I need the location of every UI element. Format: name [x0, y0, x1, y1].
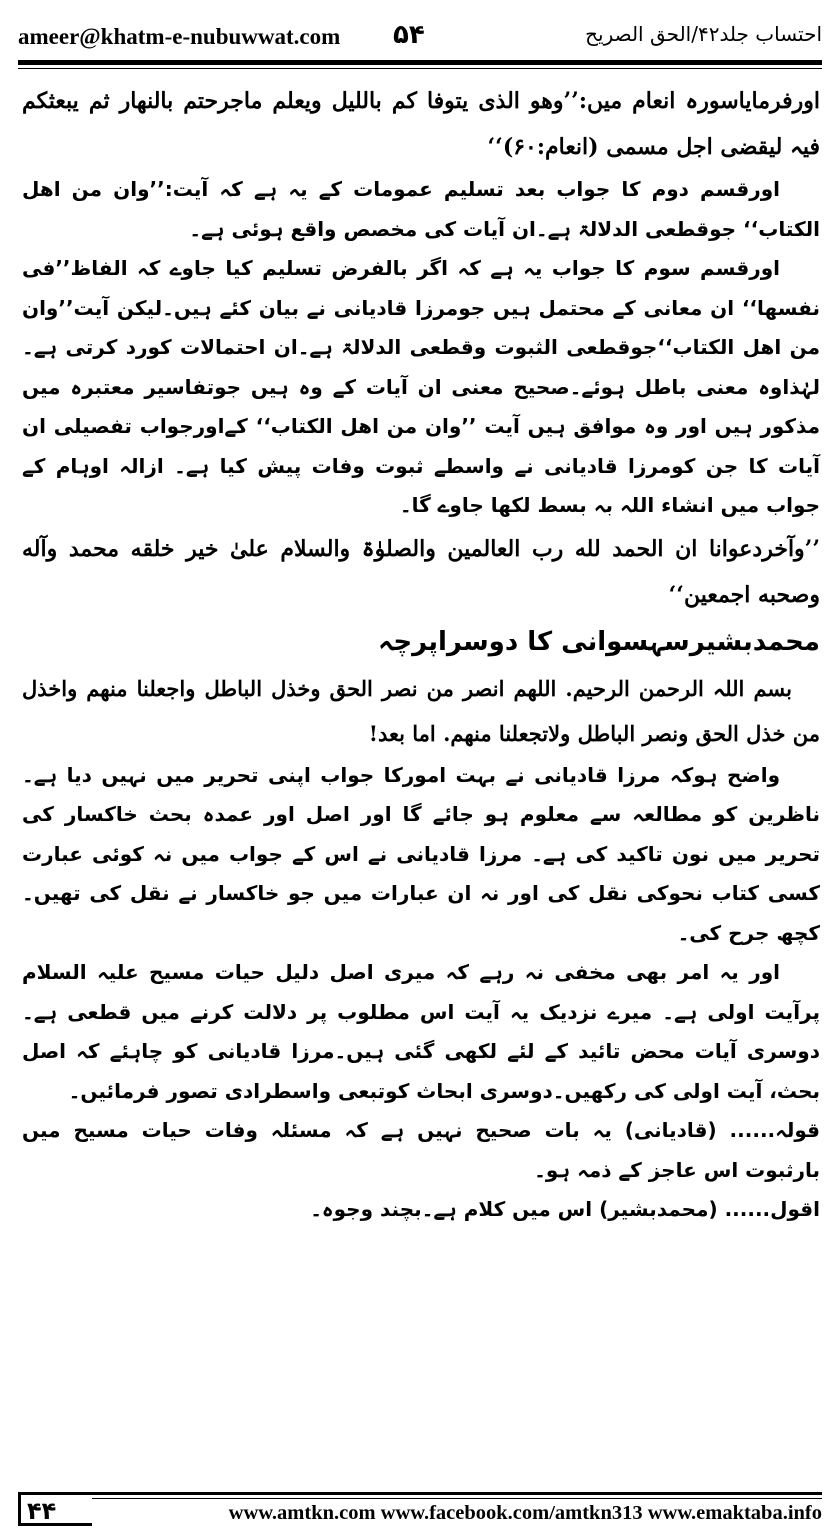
page-footer [18, 1492, 822, 1532]
footer-rule-thin [92, 1498, 822, 1499]
paragraph-clarification: واضح ہوکہ مرزا قادیانی نے بہت امورکا جواب اپنی تحریر میں نہیں دیا ہے۔ناظرین کو مطالعہ سے معلوم ہو جائے گا اور اصل اور عمدہ بحث خاکسار کی تحریر میں نون تاکید کی ہے۔ مرزا قادیانی نے اس کے جواب میں نہ کوئی عبارت کسی کتاب نحوکی نقل کی اور نہ ان عبارات میں جو خاکسار نے نقل کی تھیں۔کچھ جرح کی۔ [22, 762, 820, 945]
header-rule [18, 60, 822, 65]
paragraph-qaulahu: قولہ...... (قادیانی) یہ بات صحیح نہیں ہے کہ مسئلہ وفات حیات مسیح میں بارثبوت اس عاجز کے ذمہ ہو۔ [22, 1118, 820, 1182]
page-body [22, 78, 820, 1478]
paragraph-second-type-answer: اورقسم دوم کا جواب بعد تسلیم عمومات کے یہ ہے کہ آیت:’’وان من اھل الکتاب‘‘ جوقطعی الدلالۃ ہے۔ان آیات کی مخصص واقع ہوئی ہے۔ [22, 177, 820, 241]
paragraph-aqulu: اقول...... (محمدبشیر) اس میں کلام ہے۔بچند وجوہ۔ [310, 1197, 820, 1221]
paragraph-surah-anam: اورفرمایاسورہ انعام میں:’’وھو الذی یتوفا کم باللیل ویعلم ماجرحتم بالنھار ثم یبعثکم فیہ لیقضی اجل مسمی (انعام:۶۰)‘‘ [22, 88, 820, 160]
header-rule-thin [18, 68, 822, 69]
footer-links: www.amtkn.com www.facebook.com/amtkn313 www.emaktaba.info [228, 1502, 822, 1524]
header-page-number: ۵۴ [393, 20, 425, 50]
section-heading: محمدبشیرسہسوانی کا دوسراپرچہ [378, 626, 820, 657]
footer-rule [92, 1492, 822, 1495]
paragraph-third-type-answer: اورقسم سوم کا جواب یہ ہے کہ اگر بالفرض تسلیم کیا جاوے کہ الفاظ’’فی نفسھا‘‘ ان معانی کے محتمل ہیں جومرزا قادیانی نے بیان کئے ہیں۔لیکن آیت’’وان من اھل الکتاب‘‘جوقطعی الثبوت وقطعی الدلالۃ ہے۔ان احتمالات کورد کرتی ہے۔لہٰذاوہ معنی باطل ہوئے۔صحیح معنی ان آیات کے وہ ہیں جوتفاسیر معتبرہ میں مذکور ہیں اور وہ موافق ہیں آیت ’’وان من اھل الکتاب‘‘ کےاورجواب تفصیلی ان آیات کا جن کومرزا قادیانی نے واسطے ثبوت وفات پیش کیا ہے۔ ازالہ اوہام کے جواب میں انشاء اللہ بہ بسط لکھا جاوے گا۔ [22, 256, 820, 517]
header-email: ameer@khatm-e-nubuwwat.com [18, 24, 341, 49]
paragraph-closing-prayer: ’’وآخردعوانا ان الحمد لله رب العالمین والصلوٰۃ والسلام علیٰ خیر خلقه محمد وآله وصحبه اجمعین‘‘ [22, 535, 820, 608]
paragraph-basmala: بسم اللہ الرحمن الرحیم. اللھم انصر من نصر الحق وخذل الباطل واجعلنا منھم واخذل من خذل الحق ونصر الباطل ولاتجعلنا منھم. اما بعد! [22, 675, 820, 746]
running-title: احتساب جلد۴۲/الحق الصریح [585, 22, 822, 46]
paragraph-main-argument: اور یہ امر بھی مخفی نہ رہے کہ میری اصل دلیل حیات مسیح علیہ السلام پرآیت اولی ہے۔ میرے نزدیک یہ آیت اس مطلوب پر دلالت کرنے میں قطعی ہے۔دوسری آیات محض تائید کے لئے لکھی گئی ہیں۔مرزا قادیانی کو چاہئے کہ اصل بحث، آیت اولی کی رکھیں۔دوسری ابحاث کوتبعی واسطرادی تصور فرمائیں۔ [22, 960, 820, 1103]
footer-page-number: ۴۴ [18, 1492, 92, 1526]
page-header [18, 16, 822, 56]
